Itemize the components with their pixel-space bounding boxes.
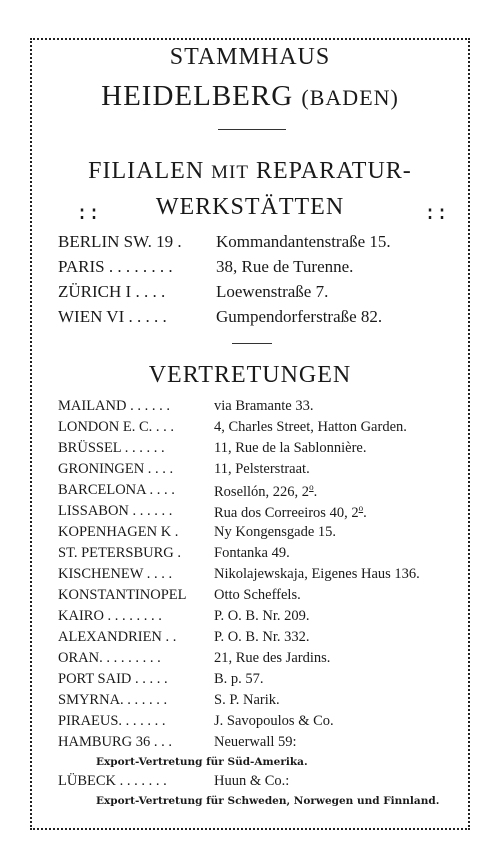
vertretung-address: S. P. Narik. <box>214 692 280 708</box>
header-city: HEIDELBERG <box>101 80 294 112</box>
vertretung-city: BARCELONA . . . . <box>58 482 175 498</box>
vertretung-city: PIRAEUS. . . . . . . <box>58 713 166 729</box>
vertretung-row <box>58 734 468 756</box>
vertretung-address: Ny Kongensgade 15. <box>214 524 337 540</box>
filialen-title-word1: FILIALEN <box>88 158 205 184</box>
vertretung-address: Otto Scheffels. <box>214 587 301 603</box>
filiale-city: PARIS . . . . . . . . <box>58 257 173 276</box>
vertretung-row <box>58 608 468 630</box>
filiale-row <box>58 282 468 304</box>
vertretung-city: LISSABON . . . . . . <box>58 503 173 519</box>
vertretung-row <box>58 482 468 504</box>
vertretung-address: Fontanka 49. <box>214 545 290 561</box>
vertretung-city: ALEXANDRIEN . . <box>58 629 177 645</box>
vertretung-row <box>58 419 468 441</box>
vertretung-address: 21, Rue des Jardins. <box>214 650 331 666</box>
vertretungen-title: VERTRETUNGEN <box>148 362 352 388</box>
vertretung-row <box>58 629 468 651</box>
vertretung-row <box>58 650 468 672</box>
filialen-title-line2: WERKSTÄTTEN <box>155 194 345 220</box>
vertretung-city: KAIRO . . . . . . . . <box>58 608 162 624</box>
vertretung-address: P. O. B. Nr. 209. <box>214 608 310 624</box>
vertretung-row <box>58 713 468 735</box>
hamburg-note: Export-Vertretung für Süd-Amerika. <box>96 756 308 768</box>
vertretung-row <box>58 566 468 588</box>
filiale-city: BERLIN SW. 19 . <box>58 232 182 251</box>
filiale-address: Kommandantenstraße 15. <box>216 232 391 251</box>
divider-2 <box>232 343 272 344</box>
vertretung-city: KISCHENEW . . . . <box>58 566 173 582</box>
vertretung-row <box>58 587 468 609</box>
vertretung-city: PORT SAID . . . . . <box>58 671 168 687</box>
header-stammhaus: STAMMHAUS <box>169 44 331 70</box>
vertretung-row-luebeck <box>58 773 468 795</box>
vertretung-address: Rua dos Correeiros 40, 2$^o$. <box>214 503 367 521</box>
filiale-city: ZÜRICH I . . . . <box>58 282 166 301</box>
vertretung-address: 11, Pelsterstraat. <box>214 461 310 477</box>
filiale-address: Loewenstraße 7. <box>216 282 329 301</box>
vertretung-address: Huun & Co.: <box>214 773 290 789</box>
ordinal-mark: o <box>358 503 364 513</box>
filiale-address: Gumpendorferstraße 82. <box>216 307 383 326</box>
decor-right: :: <box>424 200 449 224</box>
filialen-title <box>0 158 500 185</box>
vertretung-address: Neuerwall 59: <box>214 734 297 750</box>
vertretung-city: KONSTANTINOPEL <box>58 587 187 603</box>
vertretung-address: Nikolajewskaja, Eigenes Haus 136. <box>214 566 420 582</box>
header-region: (BADEN) <box>301 85 399 110</box>
vertretung-row <box>58 545 468 567</box>
vertretung-row <box>58 461 468 483</box>
header-heidelberg <box>0 80 500 113</box>
vertretung-row <box>58 398 468 420</box>
vertretung-city: ORAN. . . . . . . . . <box>58 650 161 666</box>
vertretung-address: 4, Charles Street, Hatton Garden. <box>214 419 407 435</box>
filialen-title-word3: REPARATUR- <box>255 158 412 184</box>
vertretung-city: LÜBECK . . . . . . . <box>58 773 167 789</box>
filiale-row <box>58 232 468 254</box>
vertretung-city: BRÜSSEL . . . . . . <box>58 440 165 456</box>
vertretung-city: KOPENHAGEN K . <box>58 524 179 540</box>
decor-left: :: <box>76 200 101 224</box>
vertretung-row <box>58 692 468 714</box>
divider-1 <box>218 129 286 130</box>
vertretung-address: Rosellón, 226, 2$^o$. <box>214 482 318 500</box>
vertretung-row <box>58 503 468 525</box>
vertretung-row <box>58 524 468 546</box>
vertretung-address: via Bramante 33. <box>214 398 314 414</box>
vertretung-address: P. O. B. Nr. 332. <box>214 629 310 645</box>
vertretung-row <box>58 440 468 462</box>
vertretung-city: GRONINGEN . . . . <box>58 461 174 477</box>
vertretung-city: HAMBURG 36 . . . <box>58 734 172 750</box>
vertretung-address: B. p. 57. <box>214 671 264 687</box>
filiale-city: WIEN VI . . . . . <box>58 307 167 326</box>
vertretung-address: J. Savopoulos & Co. <box>214 713 334 729</box>
filiale-row <box>58 307 468 329</box>
vertretung-address: 11, Rue de la Sablonnière. <box>214 440 367 456</box>
vertretung-city: ST. PETERSBURG . <box>58 545 182 561</box>
vertretung-row <box>58 671 468 693</box>
ordinal-mark: o <box>309 482 314 492</box>
vertretung-city: SMYRNA. . . . . . . <box>58 692 168 708</box>
luebeck-note: Export-Vertretung für Schweden, Norwegen und Finnland. <box>96 795 440 807</box>
filiale-address: 38, Rue de Turenne. <box>216 257 354 276</box>
filiale-row <box>58 257 468 279</box>
filialen-title-word2: MIT <box>211 162 249 183</box>
vertretung-city: LONDON E. C. . . . <box>58 419 174 435</box>
vertretung-city: MAILAND . . . . . . <box>58 398 170 414</box>
